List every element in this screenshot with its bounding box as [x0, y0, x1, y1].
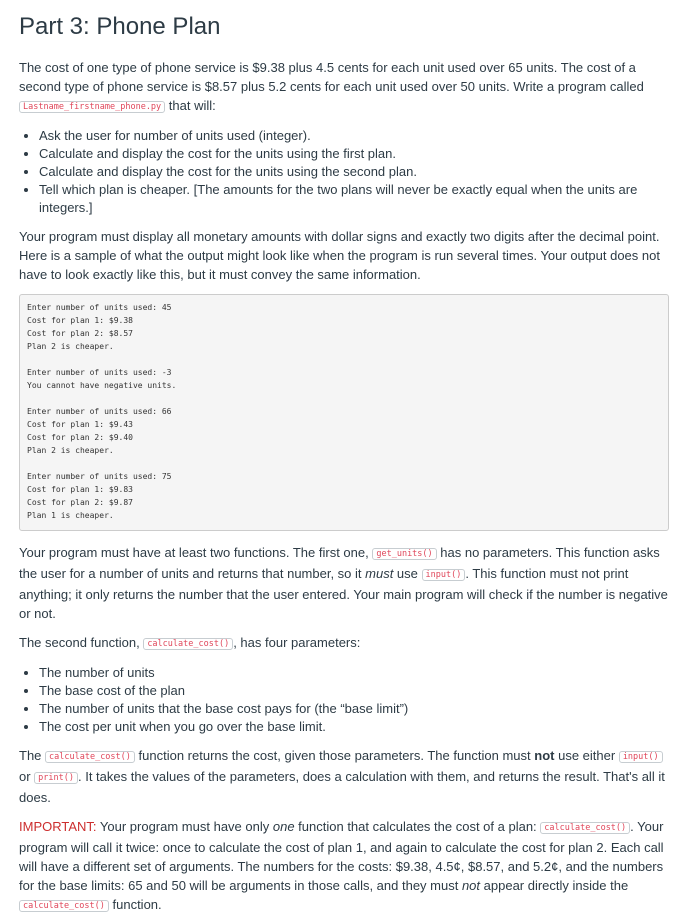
important-text-4: appear directly inside the — [480, 878, 629, 893]
sample-output-line: Cost for plan 1: $9.38 — [27, 316, 133, 325]
parameter-item: • The number of units that the base cost pays for (the “base limit”) — [39, 700, 669, 718]
print-code: print() — [34, 772, 78, 784]
sample-output-line: You cannot have negative units. — [27, 381, 177, 390]
sample-output-line: Enter number of units used: 45 — [27, 303, 172, 312]
sample-output-block — [19, 294, 669, 531]
parameters-list — [19, 664, 669, 736]
sample-output-line: Plan 1 is cheaper. — [27, 511, 114, 520]
sample-output-line: Enter number of units used: -3 — [27, 368, 172, 377]
sample-run — [27, 405, 661, 457]
requirement-item: • Ask the user for number of units used (integer). — [39, 127, 669, 145]
requirement-item: • Calculate and display the cost for the units using the second plan. — [39, 163, 669, 181]
parameter-item: • The cost per unit when you go over the base limit. — [39, 718, 669, 736]
calculate-cost-code: calculate_cost() — [45, 751, 135, 763]
sample-run — [27, 366, 661, 392]
second-function-text-2: , has four parameters: — [233, 635, 361, 650]
second-function-text-1: The second function, — [19, 635, 144, 650]
functions-text-3: use — [393, 566, 422, 581]
important-text-2: function that calculates the cost of a plan: — [294, 819, 541, 834]
intro-text-1: The cost of one type of phone service is $9.38 plus 4.5 cents for each unit used over 65 units. The cost of a second type of phone service is $8.57 plus 5.2 cents for each unit used over 50 units. Write a program called — [19, 60, 644, 94]
parameter-item: • The number of units — [39, 664, 669, 682]
returns-paragraph — [19, 746, 669, 807]
sample-run — [27, 301, 661, 353]
sample-output-line: Cost for plan 1: $9.83 — [27, 485, 133, 494]
important-paragraph — [19, 817, 669, 916]
parameter-item: • The base cost of the plan — [39, 682, 669, 700]
functions-text-1: Your program must have at least two functions. The first one, — [19, 545, 373, 560]
sample-output-line: Enter number of units used: 75 — [27, 472, 172, 481]
input-code: input() — [619, 751, 663, 763]
get-units-code: get_units() — [372, 548, 436, 560]
sample-output-line: Plan 2 is cheaper. — [27, 446, 114, 455]
returns-text-5: . It takes the values of the parameters, does a calculation with them, and returns the result. That's all it does. — [19, 769, 665, 805]
sample-output-line: Enter number of units used: 66 — [27, 407, 172, 416]
not-emphasis: not — [461, 878, 481, 893]
requirement-item: • Tell which plan is cheaper. [The amounts for the two plans will never be exactly equal when the units are integers.] — [39, 181, 669, 217]
important-text-3: . Your program will call it twice: once to calculate the cost of plan 1, and again to calculate the cost for plan 2. Each call will have a different set of arguments. The numbers for the costs: $9.38, 4.5¢, $8.57, and 5.2¢, and the numbers for the base limits: 65 and 50 will be arguments in those calls, and they must — [19, 819, 664, 893]
one-emphasis: one — [272, 819, 295, 834]
calculate-cost-code: calculate_cost() — [19, 900, 109, 912]
output-paragraph: Your program must display all monetary amounts with dollar signs and exactly two digits after the decimal point. Here is a sample of what the output might look like when the program is run several times. Your output does not have to look exactly like this, but it must convey the same information. — [19, 229, 660, 282]
sample-output-line: Cost for plan 2: $9.87 — [27, 498, 133, 507]
sample-run — [27, 470, 661, 522]
sample-output-line: Cost for plan 1: $9.43 — [27, 420, 133, 429]
must-emphasis: must — [365, 566, 394, 581]
important-text-5: function. — [108, 897, 162, 912]
intro-paragraph — [19, 58, 669, 117]
page-title: Part 3: Phone Plan — [19, 13, 221, 40]
functions-text-2: has no parameters. This function asks the user for a number of units and returns that number, so it — [19, 545, 660, 581]
sample-output-line: Cost for plan 2: $8.57 — [27, 329, 133, 338]
input-code: input() — [422, 569, 466, 581]
sample-output-line: Plan 2 is cheaper. — [27, 342, 114, 351]
not-bold: not — [534, 748, 555, 763]
second-function-paragraph — [19, 633, 669, 654]
functions-text-4: . This function must not print anything; it only returns the number that the user entered. Your main program will check if the number is negative or not. — [19, 566, 668, 621]
returns-text-1: The — [19, 748, 46, 763]
filename-code: Lastname_firstname_phone.py — [19, 101, 165, 113]
functions-paragraph — [19, 543, 669, 623]
intro-text-2: that will: — [165, 98, 216, 113]
returns-text-4: or — [19, 769, 35, 784]
calculate-cost-code: calculate_cost() — [540, 822, 630, 834]
requirement-item: • Calculate and display the cost for the units using the first plan. — [39, 145, 669, 163]
returns-text-3: use either — [554, 748, 619, 763]
calculate-cost-code: calculate_cost() — [143, 638, 233, 650]
important-text-1: Your program must have only — [96, 819, 273, 834]
sample-output-line: Cost for plan 2: $9.40 — [27, 433, 133, 442]
requirements-list — [19, 127, 669, 217]
important-label: IMPORTANT: — [19, 819, 97, 834]
returns-text-2: function returns the cost, given those parameters. The function must — [134, 748, 535, 763]
